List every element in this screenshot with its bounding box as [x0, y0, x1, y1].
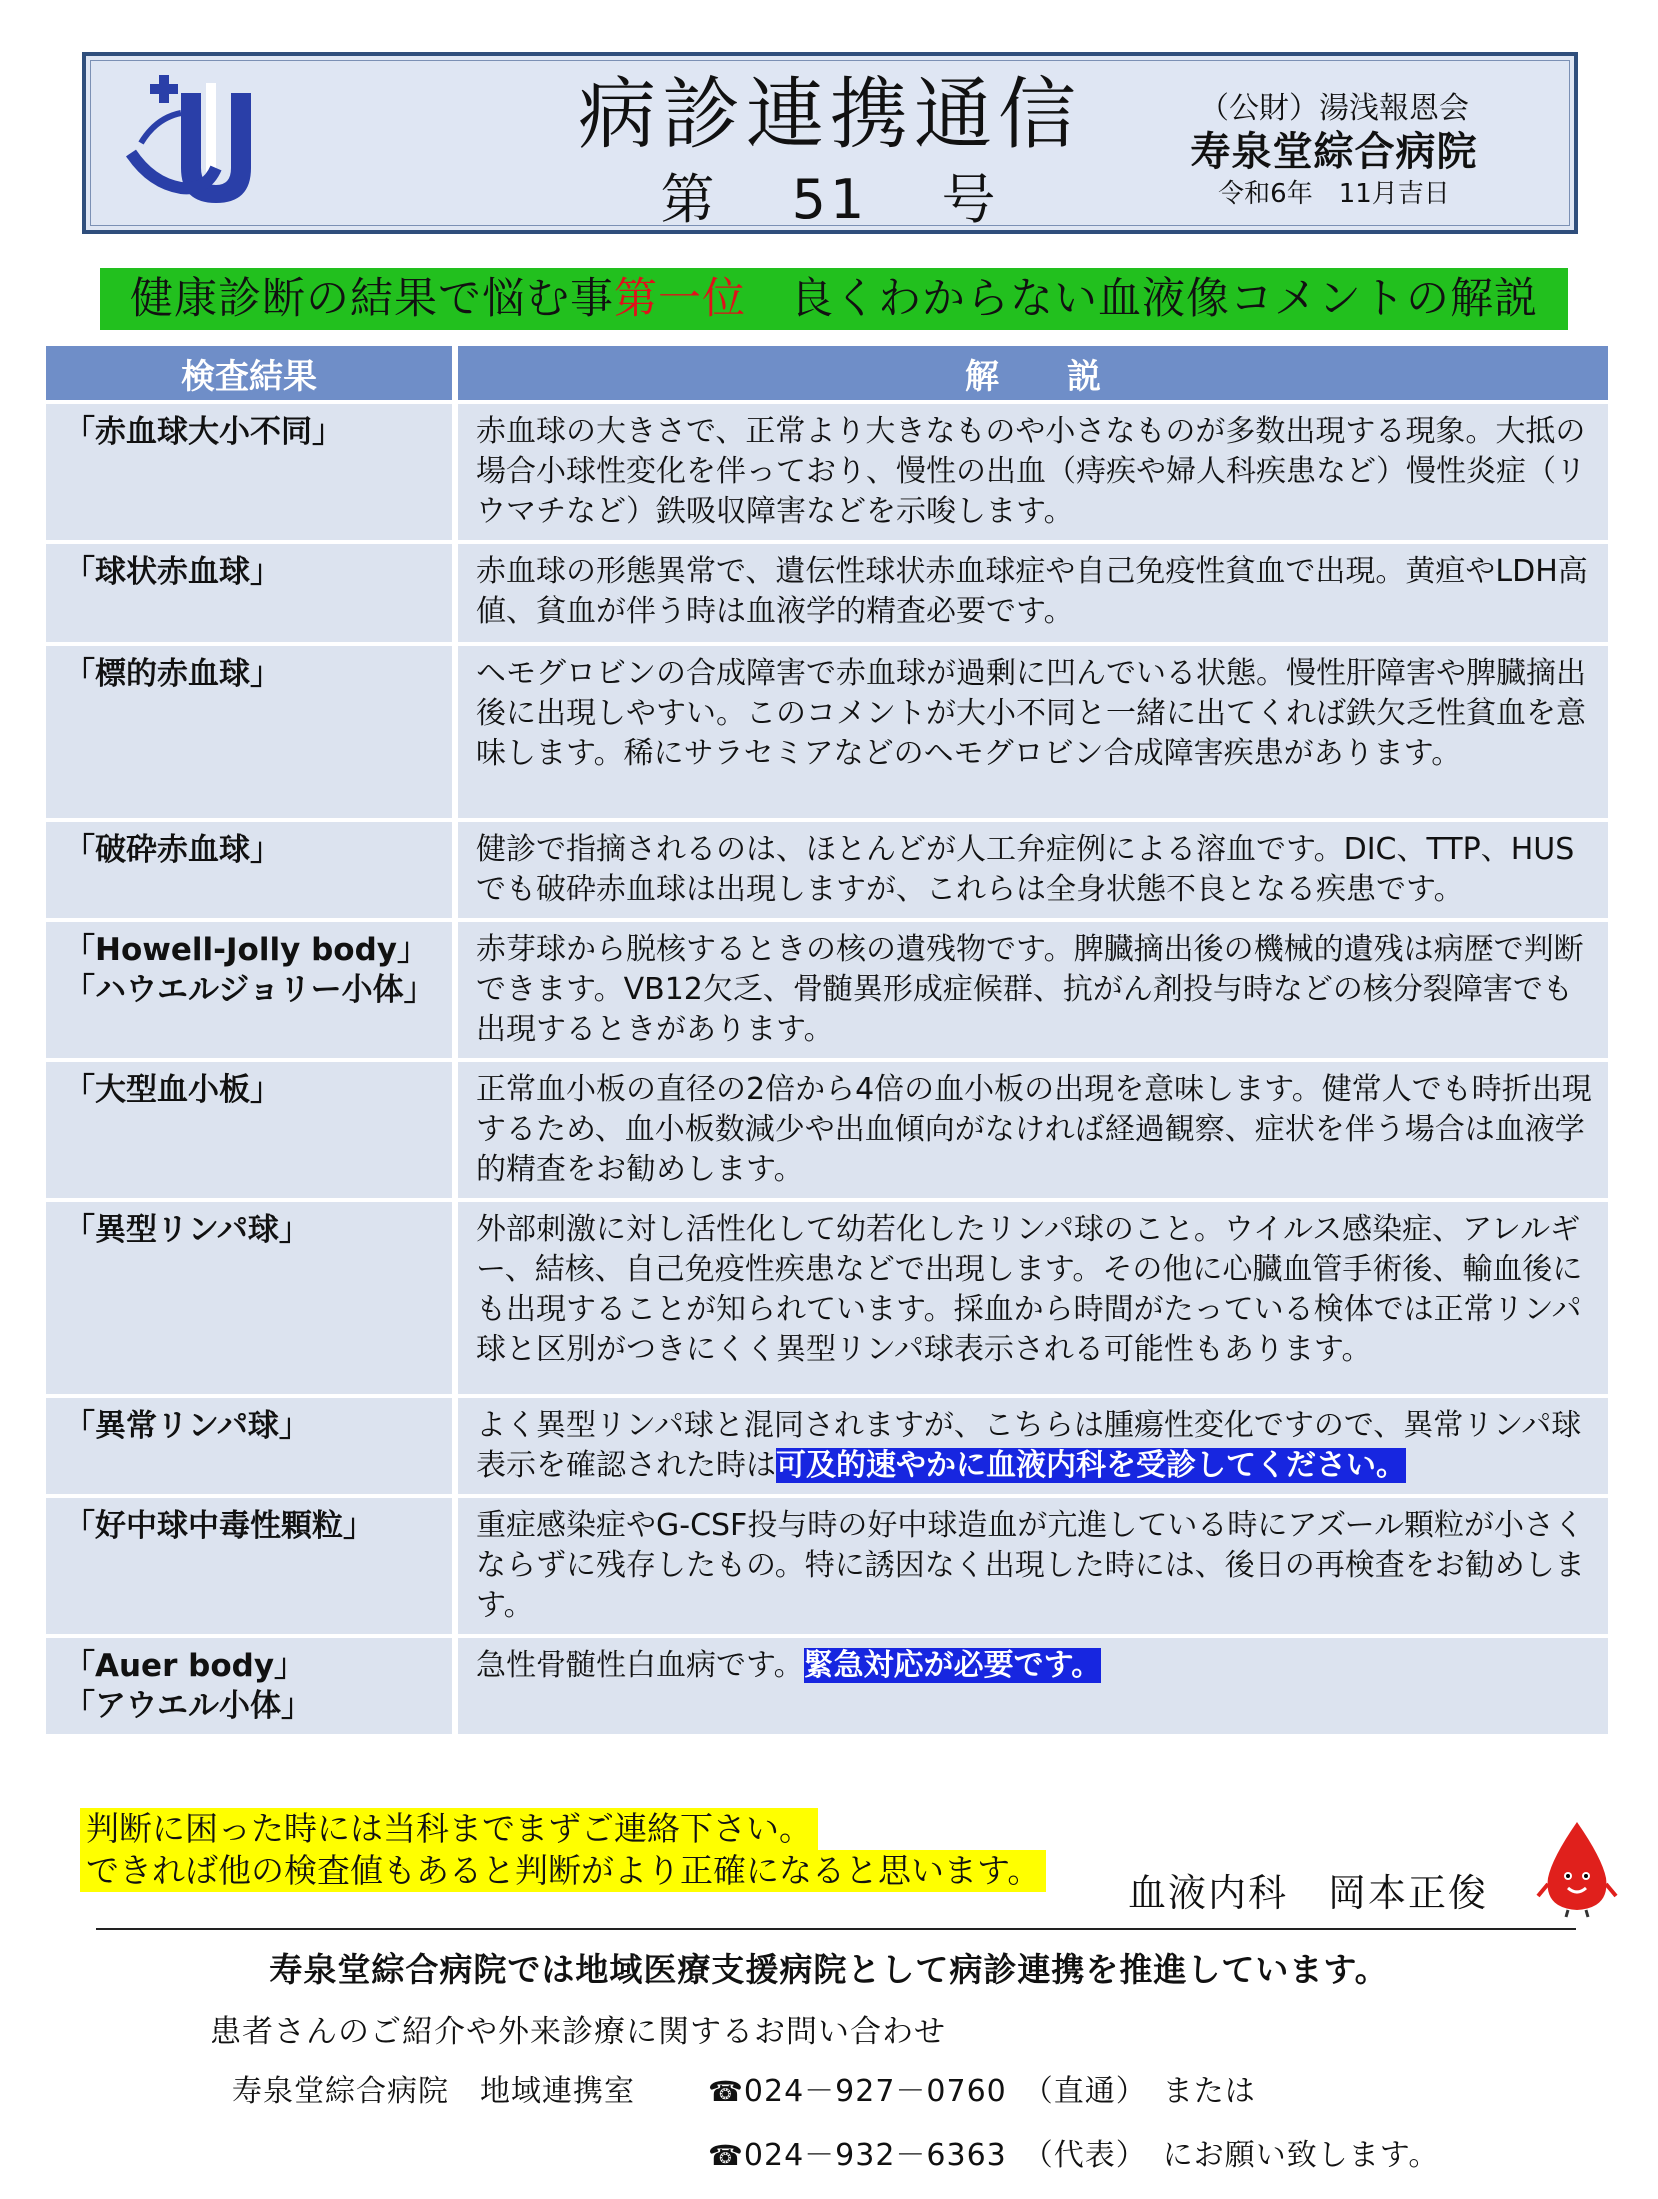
phone-main: [708, 2130, 1439, 2174]
page-title: 病診連携通信: [577, 70, 1082, 160]
term-cell: 「異常リンパ球」: [46, 1398, 452, 1494]
term-cell: 「破砕赤血球」: [46, 822, 452, 918]
term-cell: [46, 1638, 452, 1734]
phone-main-text: 024－932－6363 （代表） にお願い致します。: [743, 2138, 1440, 2173]
term-line: 「Howell-Jolly body」: [64, 932, 428, 968]
org-sub: （公財）湯浅報恩会: [1199, 91, 1469, 126]
table-row: [46, 1062, 1608, 1198]
table-row: [46, 922, 1608, 1058]
table-row: [46, 1498, 1608, 1634]
phone-icon: ☎: [708, 2075, 744, 2108]
description-text: よく異型リンパ球と混同されますが、こちらは腫瘍性変化ですので、異常リンパ球表示を確認された時は: [476, 1408, 1582, 1483]
term-line: 「Auer body」: [64, 1648, 306, 1684]
inquiry-label: 患者さんのご紹介や外来診療に関するお問い合わせ: [210, 2014, 946, 2050]
issue-date: 令和6年 11月吉日: [1218, 179, 1450, 209]
urgent-highlight: 可及的速やかに血液内科を受診してください。: [776, 1448, 1406, 1483]
column-header-explanation: 解 説: [458, 346, 1608, 400]
table-row: [46, 1398, 1608, 1494]
phone-direct: [708, 2066, 1256, 2110]
column-header-result: 検査結果: [46, 346, 452, 400]
table-header-row: [46, 346, 1608, 400]
table-row: [46, 1638, 1608, 1734]
phone-icon: ☎: [708, 2139, 744, 2172]
description-cell: 正常血小板の直径の2倍から4倍の血小板の出現を意味します。健常人でも時折出現するため、血小板数減少や出血傾向がなければ経過観察、症状を伴う場合は血液学的精査をお勧めします。: [458, 1062, 1608, 1198]
term-line: 「アウエル小体」: [64, 1688, 312, 1724]
description-cell: [458, 1638, 1608, 1734]
org-name: 寿泉堂綜合病院: [1190, 129, 1478, 175]
blood-drop-mascot-icon: [1532, 1818, 1622, 1918]
banner-text-red: 第一位: [614, 274, 746, 324]
term-cell: 「大型血小板」: [46, 1062, 452, 1198]
table-row: [46, 822, 1608, 918]
issue-value: 51: [791, 168, 869, 231]
headline-banner: [100, 268, 1568, 330]
description-text: 急性骨髄性白血病です。: [476, 1648, 804, 1683]
description-cell: 赤血球の大きさで、正常より大きなものや小さなものが多数出現する現象。大抵の場合小球性変化を伴っており、慢性の出血（痔疾や婦人科疾患など）慢性炎症（リウマチなど）鉄吸収障害などを示唆します。: [458, 404, 1608, 540]
term-cell: 「標的赤血球」: [46, 646, 452, 818]
footer-divider: [96, 1928, 1576, 1930]
author-signature: 血液内科 岡本正俊: [1128, 1871, 1489, 1915]
term-cell: 「異型リンパ球」: [46, 1202, 452, 1394]
issue-prefix: 第: [660, 168, 719, 231]
term-cell: 「赤血球大小不同」: [46, 404, 452, 540]
organization-block: [1169, 91, 1499, 211]
description-cell: 赤血球の形態異常で、遺伝性球状赤血球症や自己免疫性貧血で出現。黄疸やLDH高値、貧血が伴う時は血液学的精査必要です。: [458, 544, 1608, 642]
header-box: [82, 52, 1578, 234]
term-cell: 「好中球中毒性顆粒」: [46, 1498, 452, 1634]
description-cell: 重症感染症やG-CSF投与時の好中球造血が亢進している時にアズール顆粒が小さくならずに残存したもの。特に誘因なく出現した時には、後日の再検査をお勧めします。: [458, 1498, 1608, 1634]
banner-text-before: 健康診断の結果で悩む事: [130, 274, 614, 324]
table-row: [46, 544, 1608, 642]
table-row: [46, 646, 1608, 818]
note-line-2: できれば他の検査値もあると判断がより正確になると思います。: [80, 1850, 1046, 1892]
table-row: [46, 1202, 1608, 1394]
description-cell: [458, 1398, 1608, 1494]
header-inner: [90, 60, 1570, 231]
footer-statement: 寿泉堂綜合病院では地域医療支援病院として病診連携を推進しています。: [269, 1950, 1389, 1989]
term-line: 「ハウエルジョリー小体」: [64, 972, 435, 1008]
contact-department: 寿泉堂綜合病院 地域連携室: [232, 2074, 635, 2109]
description-cell: ヘモグロビンの合成障害で赤血球が過剰に凹んでいる状態。慢性肝障害や脾臓摘出後に出現しやすい。このコメントが大小不同と一緒に出てくれば鉄欠乏性貧血を意味します。稀にサラセミアなどのヘモグロビン合成障害疾患があります。: [458, 646, 1608, 818]
term-cell: [46, 922, 452, 1058]
blood-comment-table: [46, 342, 1608, 1738]
term-cell: 「球状赤血球」: [46, 544, 452, 642]
contact-note: [80, 1808, 1046, 1892]
note-line-1: 判断に困った時には当科までまずご連絡下さい。: [80, 1808, 818, 1850]
issue-suffix: 号: [941, 168, 1000, 231]
urgent-highlight: 緊急対応が必要です。: [803, 1648, 1102, 1683]
description-cell: 赤芽球から脱核するときの核の遺残物です。脾臓摘出後の機械的遺残は病歴で判断できます。VB12欠乏、骨髄異形成症候群、抗がん剤投与時などの核分裂障害でも出現するときがあります。: [458, 922, 1608, 1058]
description-cell: 外部刺激に対し活性化して幼若化したリンパ球のこと。ウイルス感染症、アレルギー、結核、自己免疫性疾患などで出現します。その他に心臓血管手術後、輸血後にも出現することが知られています。採血から時間がたっている検体では正常リンパ球と区別がつきにくく異型リンパ球表示される可能性もあります。: [458, 1202, 1608, 1394]
phone-direct-text: 024－927－0760 （直通） または: [743, 2074, 1256, 2109]
description-cell: 健診で指摘されるのは、ほとんどが人工弁症例による溶血です。DIC、TTP、HUSでも破砕赤血球は出現しますが、これらは全身状態不良となる疾患です。: [458, 822, 1608, 918]
table-row: [46, 404, 1608, 540]
banner-text-after: 良くわからない血液像コメントの解説: [746, 274, 1538, 324]
